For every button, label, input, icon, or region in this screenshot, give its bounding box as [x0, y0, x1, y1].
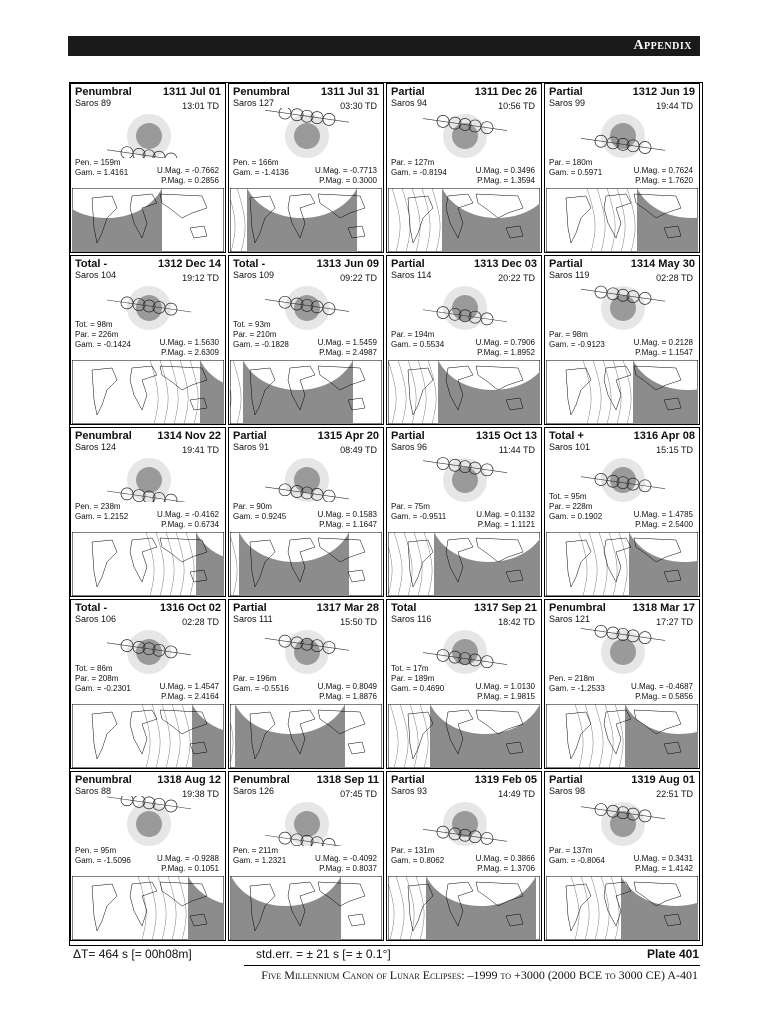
magnitude-line: P.Mag. = 2.4164 — [161, 692, 219, 701]
magnitude-line: P.Mag. = 1.1121 — [477, 520, 535, 529]
umbra-shadow — [294, 123, 320, 149]
eclipse-type: Partial — [391, 430, 425, 442]
eclipse-date: 1314 Nov 22 — [157, 430, 221, 442]
saros-number: Saros 127 — [233, 98, 275, 108]
eclipse-type: Penumbral — [233, 774, 290, 786]
magnitude-line: U.Mag. = -0.4162 — [156, 510, 219, 519]
eclipse-date: 1316 Oct 02 — [159, 602, 221, 614]
magnitude-line: U.Mag. = -0.4092 — [314, 854, 377, 863]
stat-line: Gam. = -0.8194 — [391, 168, 447, 177]
magnitude-line: P.Mag. = 1.8952 — [477, 348, 535, 357]
duration-stats — [391, 502, 446, 522]
eclipse-time: 15:15 TD — [656, 445, 693, 455]
stat-line: Gam. = -0.5516 — [233, 684, 289, 693]
magnitude-stats — [634, 338, 693, 358]
stat-line: Gam. = 0.5534 — [391, 340, 445, 349]
stat-line: Tot. = 95m — [549, 492, 587, 501]
visibility-map — [72, 704, 224, 768]
shadow-diagram — [573, 280, 673, 330]
delta-t: ΔT= 464 s [= 00h08m] — [73, 947, 192, 961]
stat-line: Par. = 226m — [75, 330, 119, 339]
eclipse-date: 1315 Apr 20 — [317, 430, 379, 442]
stat-line: Par. = 98m — [549, 330, 588, 339]
umbra-shadow — [610, 467, 636, 493]
magnitude-stats — [476, 854, 535, 874]
eclipse-type: Penumbral — [549, 602, 606, 614]
eclipse-type: Partial — [391, 774, 425, 786]
duration-stats — [75, 664, 131, 694]
shadow-diagram — [573, 108, 673, 158]
book-caption: Five Millennium Canon of Lunar Eclipses: –1999 to +3000 (2000 BCE to 3000 CE) A-401 — [261, 968, 698, 982]
umbra-shadow — [452, 123, 478, 149]
saros-number: Saros 119 — [549, 270, 590, 280]
visibility-map — [388, 532, 540, 596]
std-error: std.err. = ± 21 s [= ± 0.1°] — [256, 947, 391, 961]
eclipse-type: Total + — [549, 430, 584, 442]
magnitude-stats — [318, 510, 377, 530]
shadow-diagram — [415, 280, 515, 330]
shadow-diagram — [257, 452, 357, 502]
saros-number: Saros 109 — [233, 270, 275, 280]
duration-stats — [391, 330, 444, 350]
magnitude-stats — [476, 338, 535, 358]
eclipse-time: 15:50 TD — [340, 617, 377, 627]
visibility-map — [388, 876, 540, 940]
eclipse-time: 03:30 TD — [340, 101, 377, 111]
eclipse-cell — [70, 255, 226, 425]
stat-line: Gam. = -1.5096 — [75, 856, 131, 865]
stat-line: Pen. = 159m — [75, 158, 121, 167]
eclipse-time: 19:41 TD — [182, 445, 219, 455]
moon-position — [121, 796, 133, 806]
saros-number: Saros 111 — [233, 614, 273, 624]
eclipse-type: Total - — [75, 602, 108, 614]
umbra-shadow — [610, 123, 636, 149]
magnitude-stats — [318, 682, 377, 702]
magnitude-line: U.Mag. = 0.2128 — [633, 338, 693, 347]
duration-stats — [549, 846, 605, 866]
eclipse-cell — [228, 427, 384, 597]
eclipse-time: 02:28 TD — [182, 617, 219, 627]
eclipse-date: 1313 Dec 03 — [474, 258, 537, 270]
magnitude-line: U.Mag. = -0.7713 — [314, 166, 377, 175]
stat-line: Pen. = 218m — [549, 674, 595, 683]
magnitude-line: U.Mag. = 0.3866 — [475, 854, 535, 863]
stat-line: Pen. = 238m — [75, 502, 121, 511]
magnitude-line: P.Mag. = 0.5856 — [635, 692, 693, 701]
saros-number: Saros 89 — [75, 98, 112, 108]
eclipse-cell — [70, 771, 226, 941]
magnitude-line: P.Mag. = 1.4142 — [635, 864, 693, 873]
magnitude-stats — [157, 166, 219, 186]
eclipse-cell — [70, 599, 226, 769]
eclipse-date: 1317 Sep 21 — [474, 602, 537, 614]
magnitude-line: U.Mag. = 1.5459 — [317, 338, 377, 347]
umbra-shadow — [610, 639, 636, 665]
stat-line: Pen. = 166m — [233, 158, 279, 167]
stat-line: Gam. = -0.2301 — [75, 684, 131, 693]
visibility-map — [546, 876, 698, 940]
eclipse-time: 18:42 TD — [498, 617, 535, 627]
duration-stats — [233, 846, 286, 866]
stat-line: Gam. = -1.4136 — [233, 168, 289, 177]
eclipse-type: Total - — [75, 258, 108, 270]
stat-line: Par. = 137m — [549, 846, 593, 855]
duration-stats — [391, 846, 444, 866]
eclipse-time: 20:22 TD — [498, 273, 535, 283]
eclipse-date: 1311 Jul 31 — [320, 86, 379, 98]
saros-number: Saros 121 — [549, 614, 591, 624]
eclipse-cell — [544, 83, 700, 253]
umbra-shadow — [452, 639, 478, 665]
eclipse-date: 1313 Jun 09 — [316, 258, 379, 270]
stat-line: Tot. = 86m — [75, 664, 113, 673]
stat-line: Gam. = 0.5971 — [549, 168, 603, 177]
stat-line: Gam. = 1.2321 — [233, 856, 287, 865]
stat-line: Gam. = -1.2533 — [549, 684, 605, 693]
stat-line: Tot. = 98m — [75, 320, 113, 329]
duration-stats — [233, 158, 289, 178]
eclipse-time: 11:44 TD — [498, 445, 535, 455]
magnitude-stats — [157, 854, 219, 874]
duration-stats — [75, 158, 128, 178]
eclipse-time: 14:49 TD — [498, 789, 535, 799]
stat-line: Par. = 194m — [391, 330, 435, 339]
eclipse-type: Partial — [549, 774, 583, 786]
eclipse-date: 1319 Aug 01 — [631, 774, 695, 786]
eclipse-date: 1318 Mar 17 — [632, 602, 695, 614]
duration-stats — [233, 502, 286, 522]
duration-stats — [549, 492, 602, 522]
stat-line: Gam. = 1.4161 — [75, 168, 129, 177]
eclipse-cell — [228, 599, 384, 769]
visibility-map — [230, 876, 382, 940]
magnitude-stats — [631, 682, 693, 702]
saros-number: Saros 93 — [391, 786, 428, 796]
magnitude-line: U.Mag. = 0.3496 — [475, 166, 535, 175]
eclipse-cell — [228, 771, 384, 941]
magnitude-line: U.Mag. = -0.4687 — [630, 682, 693, 691]
eclipse-type: Partial — [391, 86, 425, 98]
shadow-diagram — [257, 108, 357, 158]
eclipse-cell — [386, 255, 542, 425]
magnitude-line: U.Mag. = 0.7624 — [633, 166, 693, 175]
duration-stats — [233, 320, 289, 350]
stat-line: Tot. = 93m — [233, 320, 271, 329]
shadow-diagram — [99, 108, 199, 158]
stat-line: Par. = 208m — [75, 674, 119, 683]
eclipse-time: 09:22 TD — [340, 273, 377, 283]
magnitude-line: P.Mag. = 1.8876 — [319, 692, 377, 701]
shadow-diagram — [99, 796, 199, 846]
duration-stats — [391, 158, 447, 178]
eclipse-cell — [70, 427, 226, 597]
saros-number: Saros 88 — [75, 786, 112, 796]
eclipse-type: Partial — [391, 258, 425, 270]
eclipse-cell — [544, 427, 700, 597]
stat-line: Gam. = 1.2152 — [75, 512, 129, 521]
magnitude-stats — [476, 166, 535, 186]
eclipse-cell — [228, 83, 384, 253]
plate-number: Plate 401 — [646, 947, 699, 961]
magnitude-line: U.Mag. = 1.5630 — [159, 338, 219, 347]
saros-number: Saros 91 — [233, 442, 270, 452]
umbra-shadow — [452, 811, 478, 837]
magnitude-line: P.Mag. = 2.5400 — [635, 520, 693, 529]
magnitude-stats — [634, 510, 693, 530]
saros-number: Saros 104 — [75, 270, 117, 280]
magnitude-line: U.Mag. = 0.1583 — [317, 510, 377, 519]
visibility-map — [388, 704, 540, 768]
magnitude-line: U.Mag. = 0.3431 — [633, 854, 693, 863]
duration-stats — [549, 158, 602, 178]
duration-stats — [75, 320, 131, 350]
shadow-diagram — [415, 108, 515, 158]
visibility-map — [72, 876, 224, 940]
eclipse-type: Total - — [233, 258, 266, 270]
eclipse-date: 1315 Oct 13 — [475, 430, 537, 442]
stat-line: Par. = 75m — [391, 502, 430, 511]
visibility-map — [72, 532, 224, 596]
visibility-map — [230, 188, 382, 252]
eclipse-time: 19:38 TD — [182, 789, 219, 799]
shadow-diagram — [573, 624, 673, 674]
eclipse-cell — [544, 771, 700, 941]
eclipse-cell — [228, 255, 384, 425]
saros-number: Saros 106 — [75, 614, 117, 624]
visibility-map — [230, 532, 382, 596]
visibility-map — [230, 360, 382, 424]
saros-number: Saros 98 — [549, 786, 586, 796]
stat-line: Par. = 131m — [391, 846, 435, 855]
magnitude-stats — [634, 166, 693, 186]
visibility-map — [546, 360, 698, 424]
eclipse-time: 22:51 TD — [656, 789, 693, 799]
umbra-shadow — [294, 811, 320, 837]
saros-number: Saros 96 — [391, 442, 428, 452]
saros-number: Saros 116 — [391, 614, 432, 624]
magnitude-stats — [315, 854, 377, 874]
magnitude-stats — [157, 510, 219, 530]
duration-stats — [549, 330, 605, 350]
visibility-map — [546, 188, 698, 252]
saros-number: Saros 114 — [391, 270, 432, 280]
eclipse-time: 07:45 TD — [340, 789, 377, 799]
stat-line: Par. = 90m — [233, 502, 272, 511]
stat-line: Gam. = 0.1902 — [549, 512, 603, 521]
eclipse-cell — [386, 427, 542, 597]
magnitude-line: P.Mag. = 0.6734 — [161, 520, 219, 529]
visibility-map — [72, 188, 224, 252]
eclipse-type: Partial — [549, 258, 583, 270]
shadow-diagram — [99, 452, 199, 502]
stat-line: Par. = 180m — [549, 158, 593, 167]
saros-number: Saros 101 — [549, 442, 591, 452]
magnitude-line: U.Mag. = 0.8049 — [317, 682, 377, 691]
eclipse-type: Partial — [233, 430, 267, 442]
magnitude-line: U.Mag. = 1.4785 — [633, 510, 693, 519]
magnitude-line: U.Mag. = 0.1132 — [476, 510, 535, 519]
shadow-diagram — [257, 796, 357, 846]
magnitude-line: P.Mag. = 1.3706 — [477, 864, 535, 873]
saros-number: Saros 99 — [549, 98, 586, 108]
magnitude-line: P.Mag. = 1.9815 — [477, 692, 535, 701]
shadow-diagram — [415, 452, 515, 502]
duration-stats — [549, 674, 605, 694]
eclipse-date: 1314 May 30 — [630, 258, 695, 270]
eclipse-time: 19:44 TD — [656, 101, 693, 111]
eclipse-time: 10:56 TD — [498, 101, 535, 111]
umbra-shadow — [136, 123, 162, 149]
stat-line: Tot. = 17m — [391, 664, 429, 673]
stat-line: Par. = 210m — [233, 330, 277, 339]
stat-line: Par. = 196m — [233, 674, 277, 683]
eclipse-date: 1318 Sep 11 — [316, 774, 379, 786]
umbra-shadow — [136, 467, 162, 493]
footer-row — [73, 947, 699, 963]
duration-stats — [233, 674, 289, 694]
eclipse-time: 19:12 TD — [182, 273, 219, 283]
eclipse-type: Partial — [549, 86, 583, 98]
duration-stats — [391, 664, 444, 694]
shadow-diagram — [415, 796, 515, 846]
stat-line: Par. = 228m — [549, 502, 593, 511]
eclipse-date: 1312 Dec 14 — [158, 258, 221, 270]
saros-number: Saros 126 — [233, 786, 275, 796]
magnitude-line: P.Mag. = 2.6309 — [161, 348, 219, 357]
magnitude-stats — [634, 854, 693, 874]
stat-line: Par. = 189m — [391, 674, 435, 683]
eclipse-cell — [386, 599, 542, 769]
magnitude-line: U.Mag. = 1.4547 — [159, 682, 219, 691]
umbra-shadow — [610, 295, 636, 321]
magnitude-stats — [315, 166, 377, 186]
magnitude-line: P.Mag. = 2.4987 — [319, 348, 377, 357]
eclipse-type: Penumbral — [233, 86, 290, 98]
stat-line: Pen. = 211m — [233, 846, 278, 855]
magnitude-stats — [160, 682, 219, 702]
eclipse-cell — [70, 83, 226, 253]
eclipse-cell — [386, 771, 542, 941]
stat-line: Gam. = 0.8062 — [391, 856, 445, 865]
magnitude-stats — [318, 338, 377, 358]
eclipse-date: 1317 Mar 28 — [316, 602, 379, 614]
eclipse-date: 1319 Feb 05 — [474, 774, 537, 786]
stat-line: Gam. = 0.9245 — [233, 512, 287, 521]
stat-line: Gam. = -0.9123 — [549, 340, 605, 349]
eclipse-date: 1318 Aug 12 — [157, 774, 221, 786]
umbra-shadow — [294, 467, 320, 493]
caption-rule — [244, 965, 700, 966]
eclipse-date: 1311 Jul 01 — [162, 86, 221, 98]
eclipse-time: 02:28 TD — [656, 273, 693, 283]
magnitude-line: U.Mag. = -0.7662 — [156, 166, 219, 175]
stat-line: Par. = 127m — [391, 158, 435, 167]
header-bar — [68, 36, 700, 56]
eclipse-date: 1316 Apr 08 — [633, 430, 695, 442]
stat-line: Pen. = 95m — [75, 846, 117, 855]
eclipse-plate-grid — [69, 82, 703, 946]
duration-stats — [75, 846, 131, 866]
saros-number: Saros 94 — [391, 98, 428, 108]
eclipse-date: 1311 Dec 26 — [474, 86, 537, 98]
magnitude-line: P.Mag. = 0.3000 — [319, 176, 377, 185]
moon-position — [165, 153, 177, 158]
magnitude-line: P.Mag. = 1.1647 — [319, 520, 377, 529]
eclipse-type: Total — [391, 602, 417, 614]
visibility-map — [72, 360, 224, 424]
stat-line: Gam. = -0.1424 — [75, 340, 131, 349]
umbra-shadow — [294, 295, 320, 321]
eclipse-cell — [544, 599, 700, 769]
magnitude-line: P.Mag. = 1.3594 — [477, 176, 535, 185]
magnitude-stats — [476, 682, 535, 702]
stat-line: Gam. = 0.4690 — [391, 684, 445, 693]
eclipse-cell — [544, 255, 700, 425]
stat-line: Gam. = -0.1828 — [233, 340, 289, 349]
magnitude-line: P.Mag. = 0.8037 — [319, 864, 377, 873]
eclipse-date: 1312 Jun 19 — [632, 86, 695, 98]
visibility-map — [230, 704, 382, 768]
magnitude-stats — [160, 338, 219, 358]
eclipse-time: 08:49 TD — [340, 445, 377, 455]
saros-number: Saros 124 — [75, 442, 117, 452]
duration-stats — [75, 502, 128, 522]
eclipse-type: Penumbral — [75, 774, 132, 786]
shadow-diagram — [573, 796, 673, 846]
umbra-shadow — [136, 811, 162, 837]
magnitude-line: P.Mag. = 0.1051 — [161, 864, 219, 873]
eclipse-type: Penumbral — [75, 430, 132, 442]
header-title: Appendix — [633, 38, 692, 53]
eclipse-time: 13:01 TD — [182, 101, 219, 111]
visibility-map — [546, 704, 698, 768]
umbra-shadow — [610, 811, 636, 837]
stat-line: Gam. = -0.8064 — [549, 856, 605, 865]
magnitude-stats — [476, 510, 535, 530]
magnitude-line: U.Mag. = 1.0130 — [475, 682, 535, 691]
eclipse-time: 17:27 TD — [656, 617, 693, 627]
magnitude-line: U.Mag. = 0.7906 — [475, 338, 535, 347]
visibility-map — [546, 532, 698, 596]
magnitude-line: P.Mag. = 0.2856 — [161, 176, 219, 185]
visibility-map — [388, 188, 540, 252]
shadow-diagram — [257, 624, 357, 674]
magnitude-line: P.Mag. = 1.7620 — [635, 176, 693, 185]
eclipse-type: Partial — [233, 602, 267, 614]
stat-line: Gam. = -0.9511 — [391, 512, 447, 521]
eclipse-type: Penumbral — [75, 86, 132, 98]
magnitude-line: P.Mag. = 1.1547 — [635, 348, 693, 357]
visibility-map — [388, 360, 540, 424]
magnitude-line: U.Mag. = -0.9288 — [156, 854, 219, 863]
eclipse-cell — [386, 83, 542, 253]
